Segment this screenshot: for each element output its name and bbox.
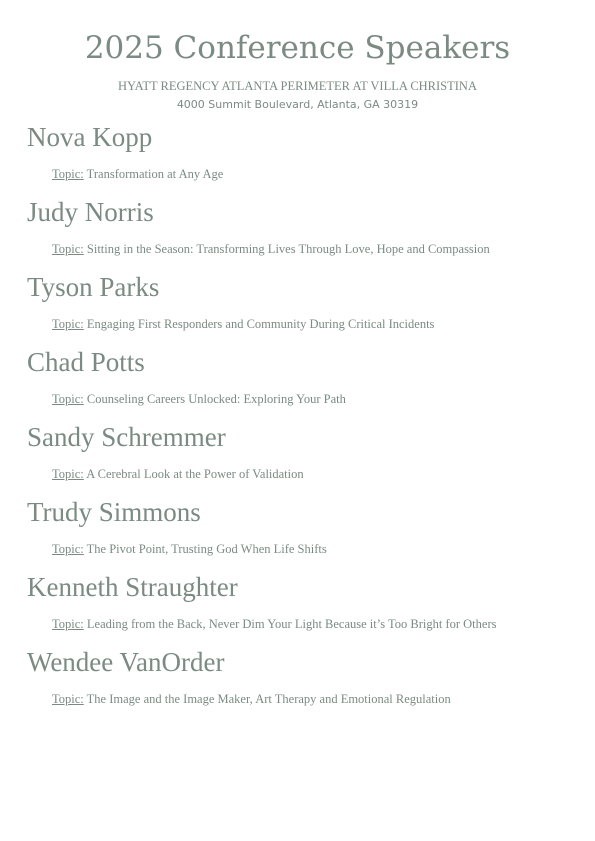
speaker-name: Nova Kopp (27, 122, 153, 152)
topic-text: The Image and the Image Maker, Art Therapy and Emotional Regulation (86, 692, 451, 706)
topic-text: Sitting in the Season: Transforming Lives Through Love, Hope and Compassion (86, 242, 490, 256)
speaker-topic (52, 166, 223, 182)
speaker-topic (52, 316, 434, 332)
speaker-name: Sandy Schremmer (27, 422, 226, 452)
speaker-topic (52, 466, 304, 482)
speaker-entry (0, 420, 595, 495)
speaker-entry (0, 570, 595, 645)
speaker-entry (0, 495, 595, 570)
topic-label: Topic: (52, 467, 84, 481)
speaker-topic (52, 541, 327, 557)
speaker-name: Wendee VanOrder (27, 647, 225, 677)
topic-label: Topic: (52, 692, 84, 706)
speaker-topic (52, 241, 490, 257)
venue-name: HYATT REGENCY ATLANTA PERIMETER AT VILLA CHRISTINA (118, 79, 477, 93)
speaker-entry (0, 195, 595, 270)
topic-label: Topic: (52, 617, 84, 631)
speaker-name: Tyson Parks (27, 272, 160, 302)
speaker-name: Trudy Simmons (27, 497, 201, 527)
topic-label: Topic: (52, 542, 84, 556)
speaker-name: Judy Norris (27, 197, 154, 227)
speaker-topic (52, 391, 346, 407)
topic-label: Topic: (52, 167, 84, 181)
topic-text: Engaging First Responders and Community During Critical Incidents (86, 317, 435, 331)
speaker-entry (0, 645, 595, 720)
page-title: 2025 Conference Speakers (84, 30, 511, 66)
topic-text: Counseling Careers Unlocked: Exploring Your Path (86, 392, 346, 406)
speaker-topic (52, 691, 451, 707)
speaker-list (0, 120, 595, 720)
speaker-name: Kenneth Straughter (27, 572, 238, 602)
topic-text: Transformation at Any Age (86, 167, 224, 181)
speaker-entry (0, 270, 595, 345)
topic-label: Topic: (52, 392, 84, 406)
speaker-name: Chad Potts (27, 347, 145, 377)
topic-text: A Cerebral Look at the Power of Validation (86, 467, 304, 481)
speaker-topic (52, 616, 496, 632)
speaker-entry (0, 345, 595, 420)
venue-address: 4000 Summit Boulevard, Atlanta, GA 30319 (176, 98, 419, 111)
topic-text: Leading from the Back, Never Dim Your Light Because it’s Too Bright for Others (86, 617, 497, 631)
topic-label: Topic: (52, 242, 84, 256)
speaker-entry (0, 120, 595, 195)
topic-label: Topic: (52, 317, 84, 331)
topic-text: The Pivot Point, Trusting God When Life Shifts (86, 542, 327, 556)
